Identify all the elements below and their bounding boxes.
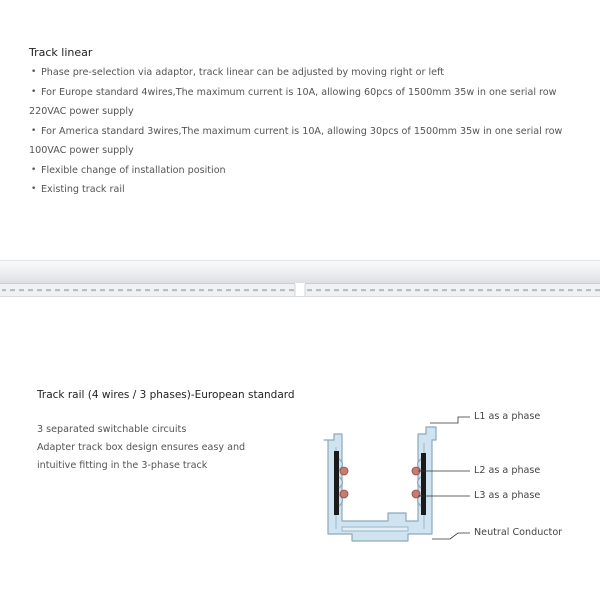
description-line: Adapter track box design ensures easy and <box>37 442 246 453</box>
label-neutral-conductor: Neutral Conductor <box>474 527 563 538</box>
feature-item: • For Europe standard 4wires,The maximum current is 10A, allowing 60pcs of 1500mm 35w in one serial row 220VAC power supply <box>29 83 589 122</box>
section-title-track-rail: Track rail (4 wires / 3 phases)-European standard <box>37 389 295 401</box>
feature-item: • Flexible change of installation position <box>29 161 589 181</box>
feature-item: • Phase pre-selection via adaptor, track linear can be adjusted by moving right or left <box>29 63 589 83</box>
feature-item: • Existing track rail <box>29 180 589 200</box>
label-l2-phase: L2 as a phase <box>474 465 541 476</box>
track-rail-description <box>37 421 277 475</box>
track-profile-diagram <box>318 413 478 553</box>
description-line: 3 separated switchable circuits <box>37 424 187 435</box>
feature-item: • For America standard 3wires,The maximum current is 10A, allowing 30pcs of 1500mm 35w in one serial row 100VAC power supply <box>29 122 589 161</box>
description-line: intuitive fitting in the 3-phase track <box>37 460 208 471</box>
label-l1-phase: L1 as a phase <box>474 411 541 422</box>
track-rail-image <box>0 257 600 299</box>
section-title-track-linear: Track linear <box>29 46 93 59</box>
feature-list <box>29 63 589 200</box>
label-l3-phase: L3 as a phase <box>474 490 541 501</box>
